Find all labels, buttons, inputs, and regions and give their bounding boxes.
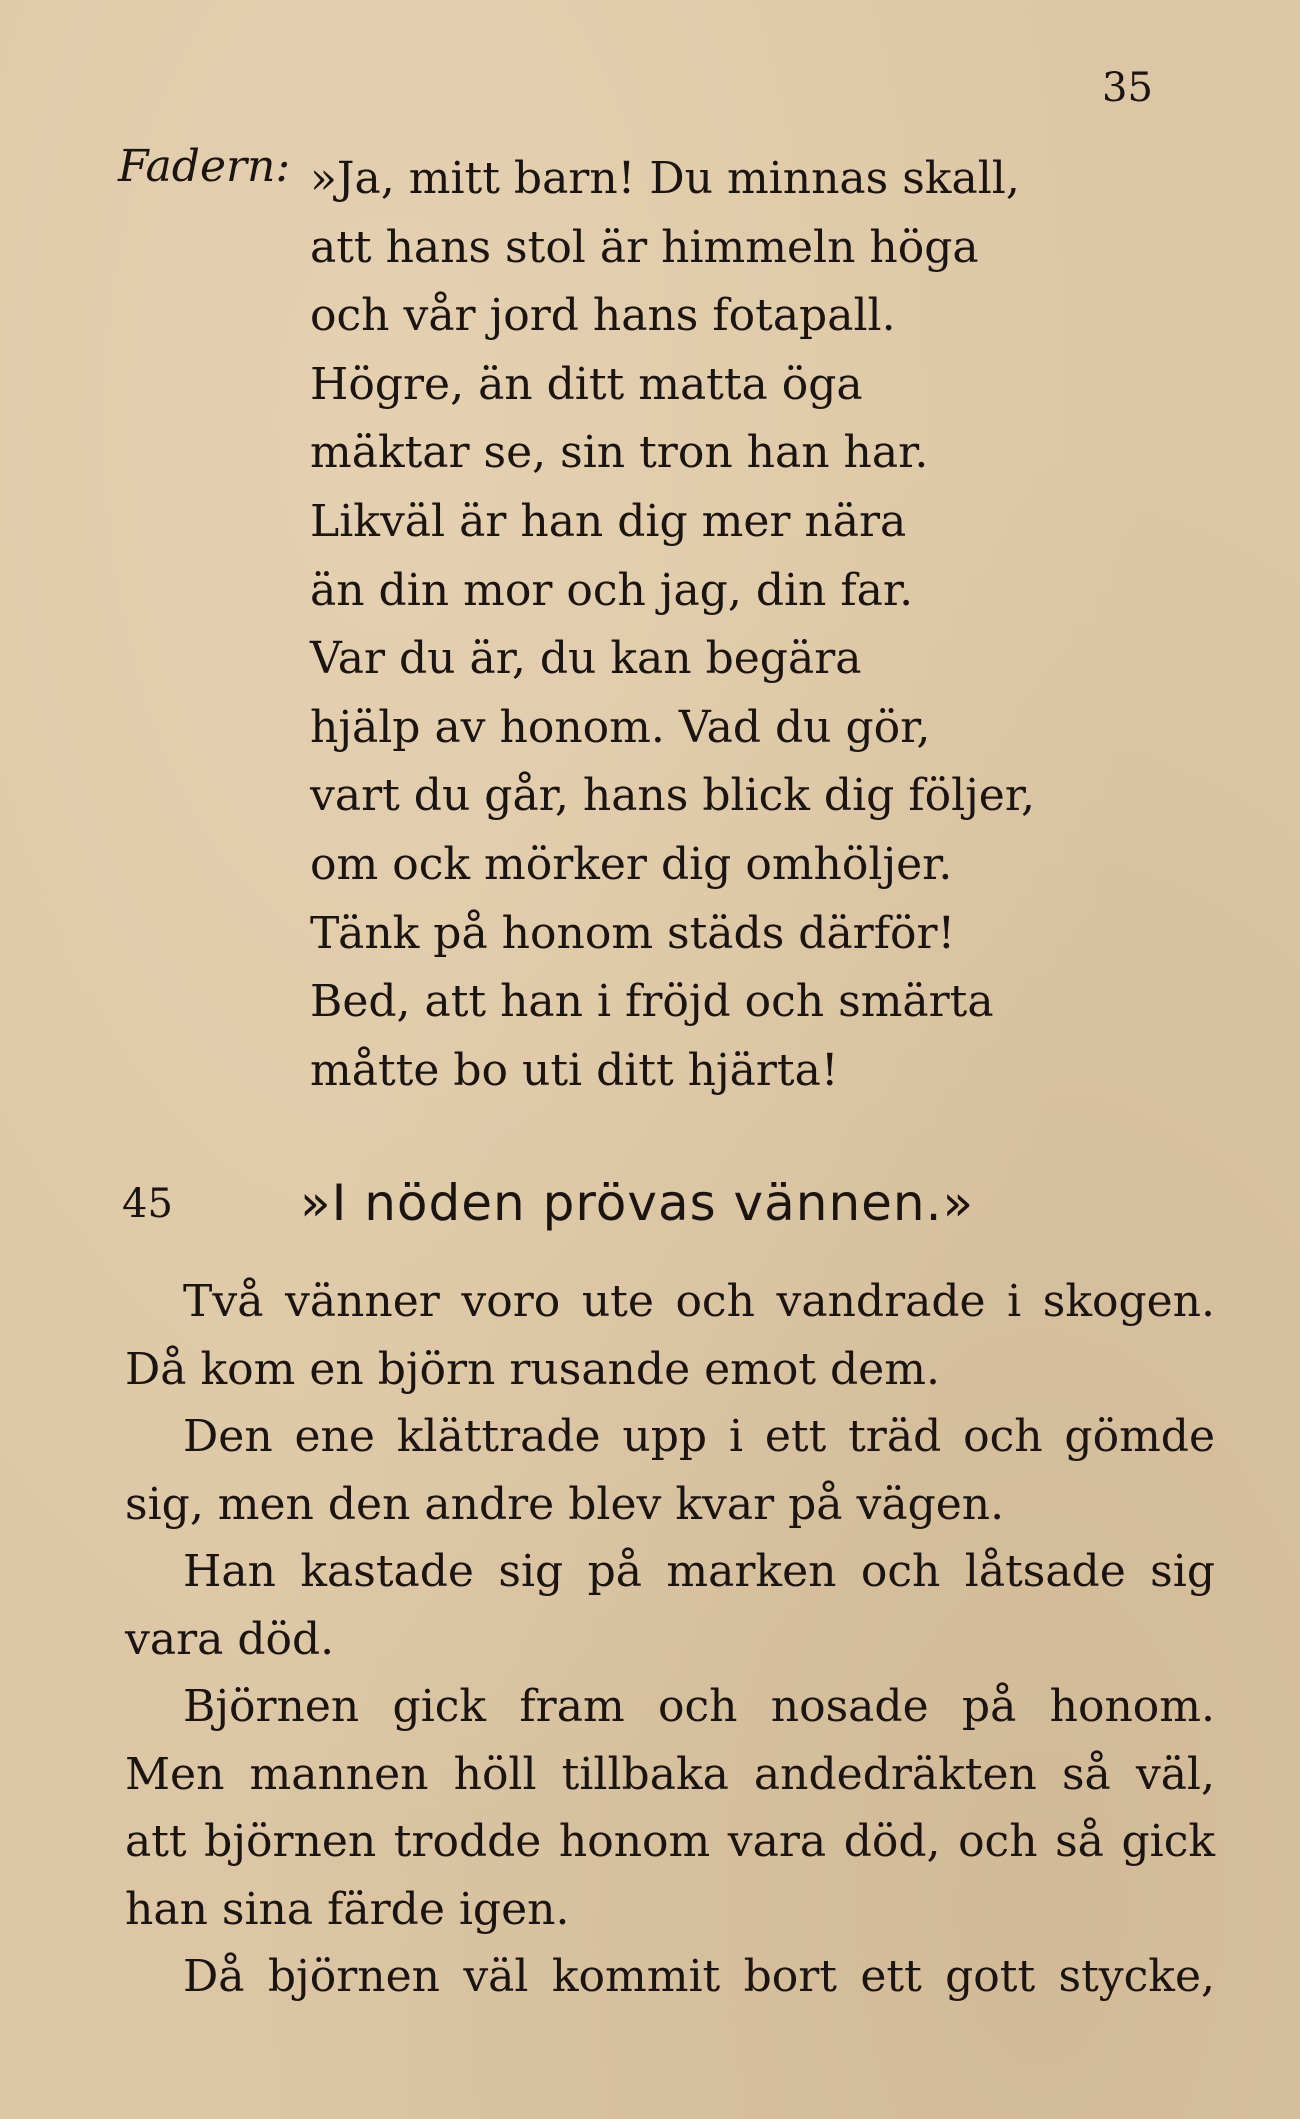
poem-line: att hans stol är himmeln höga (310, 221, 979, 273)
poem-stanza (310, 145, 1035, 1105)
prose-line: Då björnen väl kommit bort ett gott stycke, (183, 1951, 1215, 2002)
prose-line: Den ene klättrade upp i ett träd och gömde (183, 1411, 1215, 1462)
poem-line: och vår jord hans fotapall. (310, 290, 896, 342)
poem-line: Var du är, du kan begära (310, 633, 862, 685)
poem-line: måtte bo uti ditt hjärta! (310, 1044, 839, 1096)
story-text (125, 1268, 1215, 2011)
prose-line: Han kastade sig på marken och låtsade sig (183, 1546, 1215, 1597)
prose-line: Men mannen höll tillbaka andedräkten så väl, (125, 1748, 1215, 1800)
prose-line: Två vänner voro ute och vandrade i skogen. (183, 1276, 1215, 1327)
poem-line: Högre, än ditt matta öga (310, 358, 863, 410)
section-number: 45 (122, 1181, 173, 1227)
page-number: 35 (1102, 65, 1153, 111)
poem-line: än din mor och jag, din far. (310, 564, 914, 616)
prose-line: Då kom en björn rusande emot dem. (125, 1343, 940, 1395)
poem-line: »Ja, mitt barn! Du minnas skall, (310, 153, 1020, 204)
poem-line: vart du går, hans blick dig följer, (310, 770, 1036, 822)
prose-line: vara död. (125, 1613, 335, 1665)
poem-line: om ock mörker dig omhöljer. (310, 838, 953, 890)
section-title: »I nöden prövas vännen.» (300, 1174, 975, 1232)
poem-line: hjälp av honom. Vad du gör, (310, 701, 931, 753)
poem-line: Likväl är han dig mer nära (310, 495, 907, 547)
prose-line: att björnen trodde honom vara död, och så gick (125, 1816, 1215, 1867)
prose-line: sig, men den andre blev kvar på vägen. (125, 1478, 1005, 1530)
prose-line: Björnen gick fram och nosade på honom. (183, 1681, 1215, 1732)
poem-line: mäktar se, sin tron han har. (310, 427, 929, 479)
prose-line: han sina färde igen. (125, 1883, 570, 1935)
poem-speaker: Fadern: (118, 141, 291, 192)
poem-line: Bed, att han i fröjd och smärta (310, 976, 994, 1028)
poem-line: Tänk på honom städs därför! (310, 907, 956, 959)
